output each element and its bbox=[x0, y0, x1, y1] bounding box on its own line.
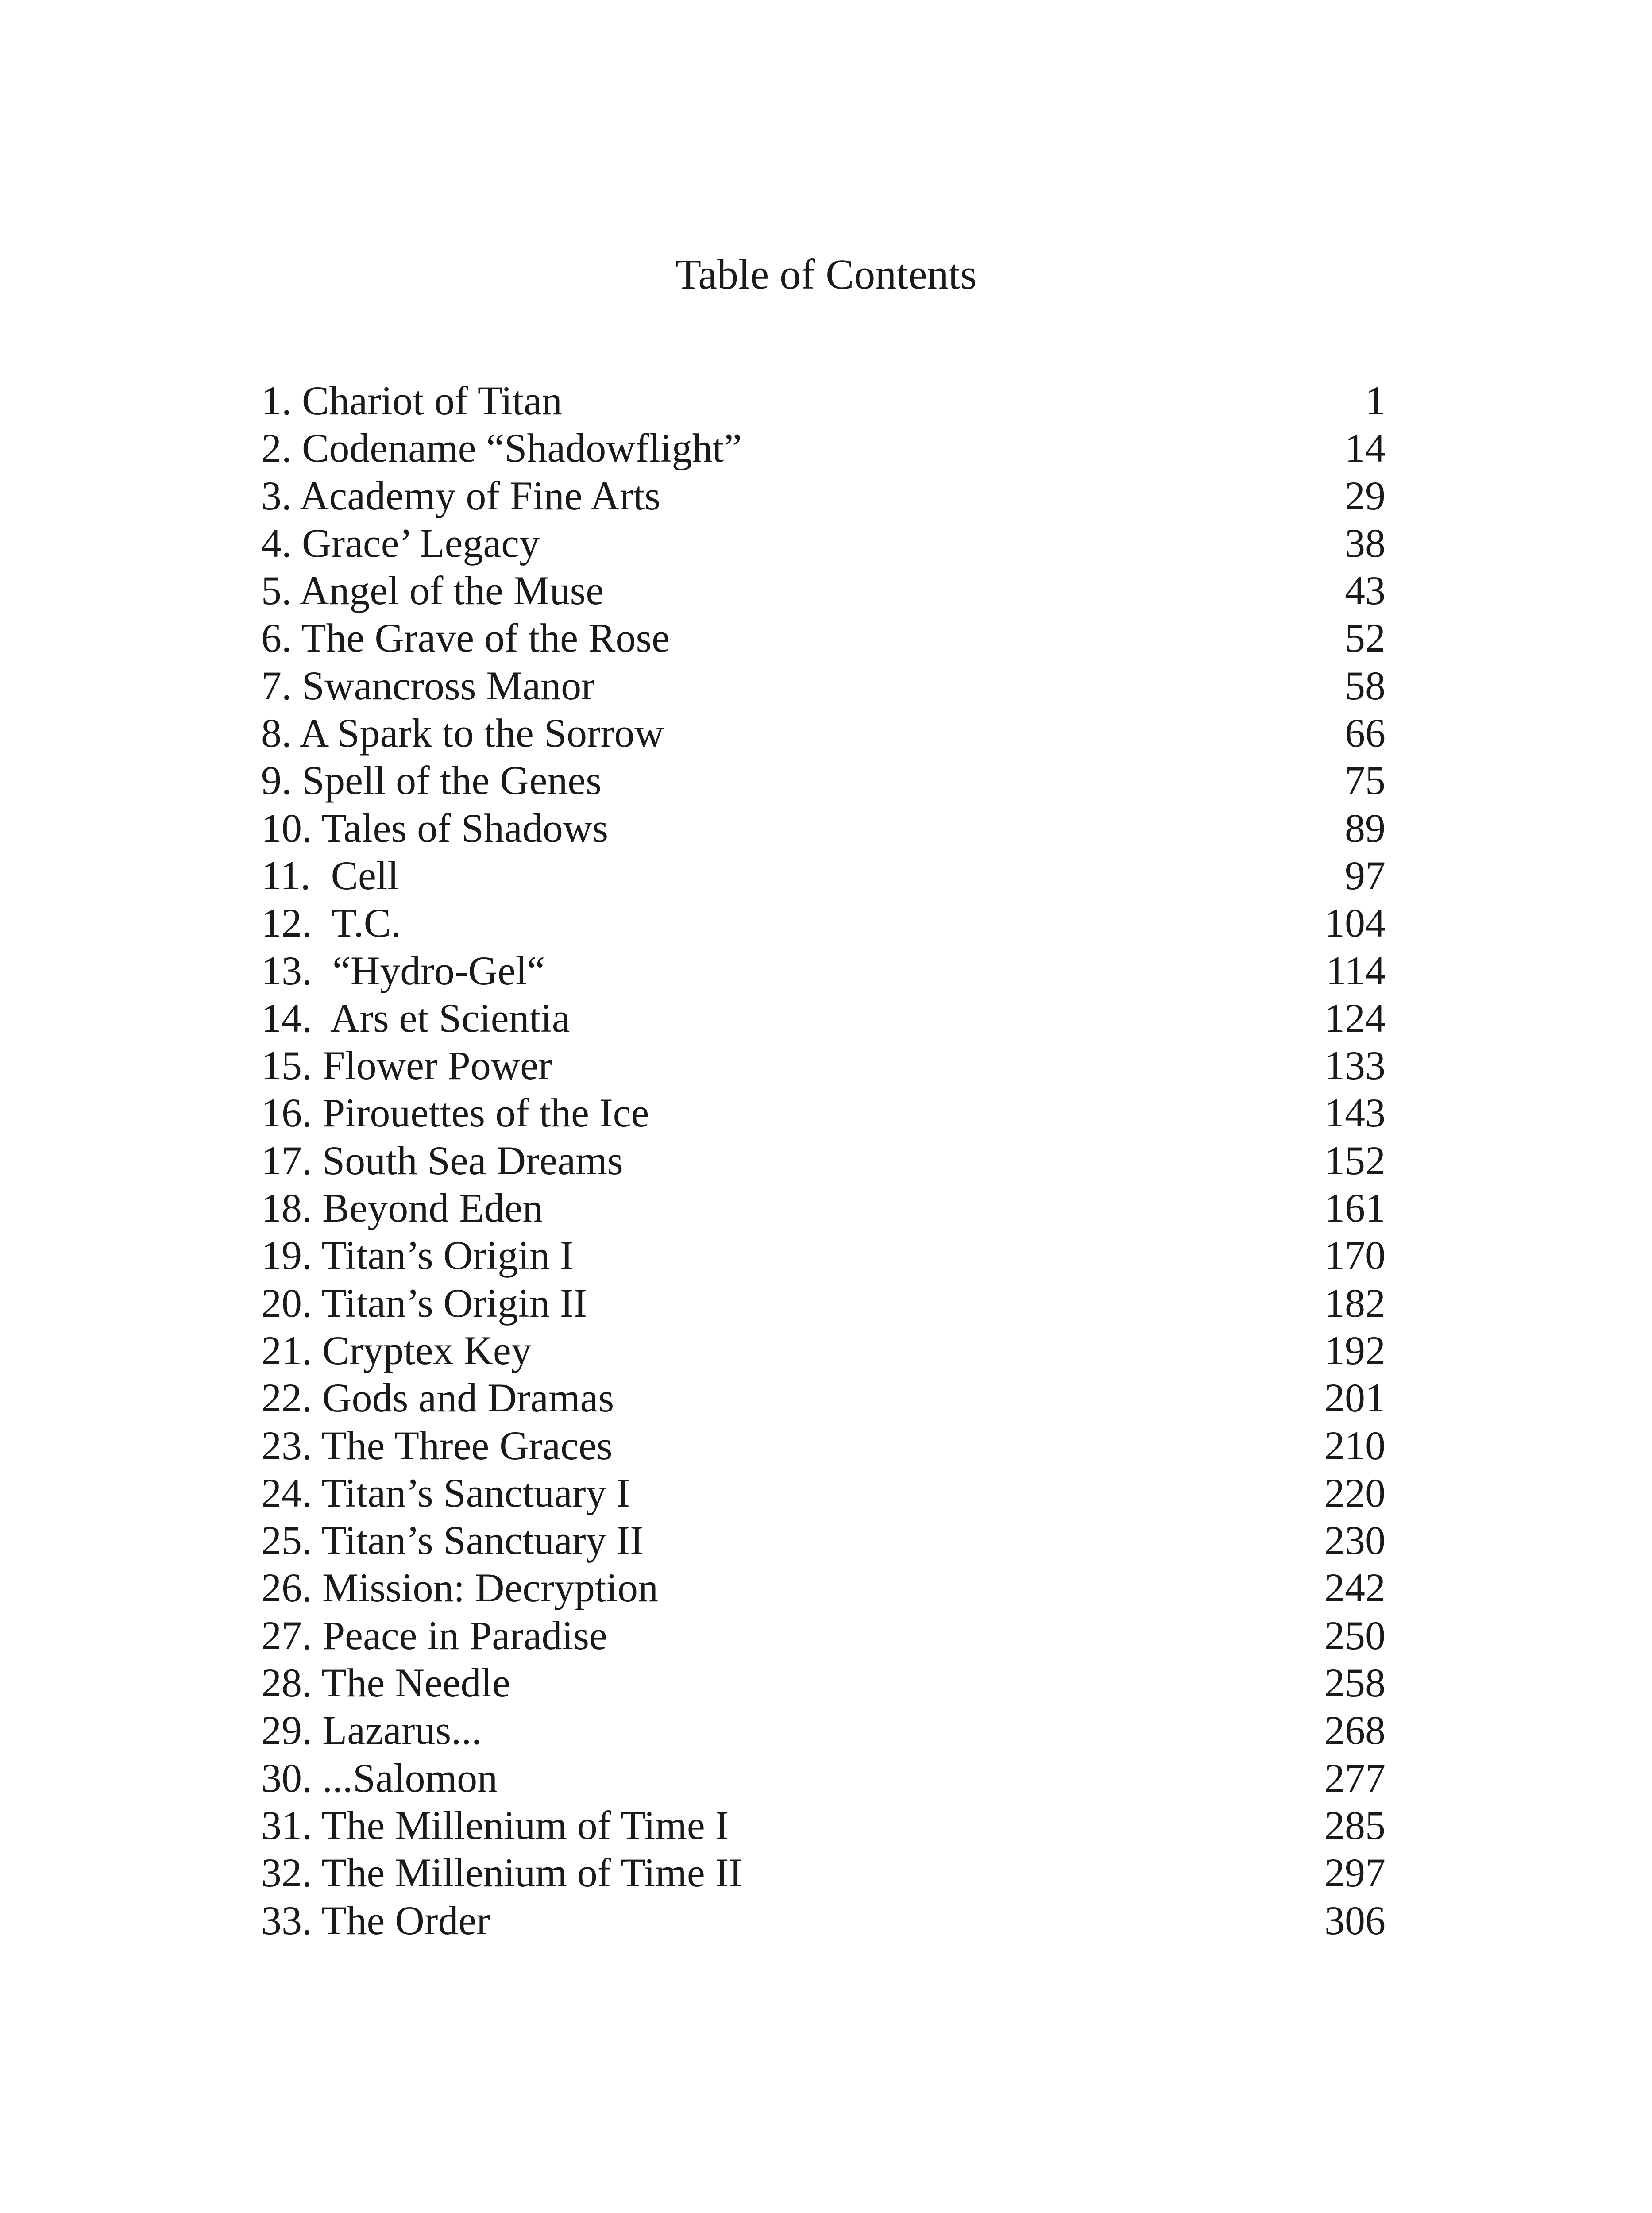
toc-entry-title: 23. The Three Graces bbox=[261, 1423, 613, 1468]
toc-entry-page-number: 104 bbox=[1324, 900, 1386, 946]
toc-entry-page-number: 297 bbox=[1324, 1850, 1386, 1896]
toc-entry-page-number: 133 bbox=[1324, 1043, 1386, 1088]
toc-entry bbox=[261, 899, 1386, 947]
toc-entry-page-number: 114 bbox=[1326, 948, 1386, 993]
toc-entry-title: 16. Pirouettes of the Ice bbox=[261, 1090, 649, 1136]
toc-entry bbox=[261, 1089, 1386, 1137]
toc-entry-page-number: 220 bbox=[1324, 1470, 1386, 1515]
toc-entry-title: 29. Lazarus... bbox=[261, 1708, 482, 1753]
toc-entry-title: 6. The Grave of the Rose bbox=[261, 615, 670, 661]
toc-entry bbox=[261, 472, 1386, 520]
toc-entry-title: 25. Titan’s Sanctuary II bbox=[261, 1518, 644, 1563]
toc-entry-title: 11. Cell bbox=[261, 852, 399, 898]
toc-entry-title: 7. Swancross Manor bbox=[261, 663, 595, 708]
toc-entry bbox=[261, 1564, 1386, 1612]
toc-entry-page-number: 230 bbox=[1324, 1518, 1386, 1563]
toc-entry bbox=[261, 1422, 1386, 1469]
toc-entry bbox=[261, 1612, 1386, 1659]
toc-entry bbox=[261, 1707, 1386, 1754]
toc-entry bbox=[261, 1897, 1386, 1944]
toc-entry bbox=[261, 377, 1386, 424]
toc-entry-title: 12. T.C. bbox=[261, 900, 401, 946]
toc-entry bbox=[261, 757, 1386, 804]
toc-entry-page-number: 285 bbox=[1324, 1802, 1386, 1848]
toc-entry-title: 8. A Spark to the Sorrow bbox=[261, 710, 664, 756]
toc-entry-page-number: 170 bbox=[1324, 1233, 1386, 1278]
toc-entry bbox=[261, 1849, 1386, 1897]
toc-entry bbox=[261, 1802, 1386, 1849]
toc-entry-page-number: 210 bbox=[1324, 1423, 1386, 1468]
toc-entry-page-number: 75 bbox=[1345, 758, 1386, 803]
toc-entry-page-number: 43 bbox=[1345, 568, 1386, 613]
toc-entry-page-number: 14 bbox=[1345, 425, 1386, 471]
toc-entry bbox=[261, 1232, 1386, 1279]
toc-entry-page-number: 89 bbox=[1345, 805, 1386, 851]
toc-entry bbox=[261, 1374, 1386, 1422]
toc-entry bbox=[261, 1137, 1386, 1184]
toc-entry bbox=[261, 567, 1386, 614]
toc-entry-title: 13. “Hydro-Gel“ bbox=[261, 948, 545, 993]
toc-entry-title: 2. Codename “Shadowflight” bbox=[261, 425, 742, 471]
toc-entry-page-number: 58 bbox=[1345, 663, 1386, 708]
toc-entry-title: 22. Gods and Dramas bbox=[261, 1375, 614, 1421]
toc-entry bbox=[261, 1184, 1386, 1232]
toc-entry-page-number: 268 bbox=[1324, 1708, 1386, 1753]
toc-entry-page-number: 1 bbox=[1365, 378, 1386, 423]
toc-entry bbox=[261, 614, 1386, 662]
toc-entry-title: 28. The Needle bbox=[261, 1660, 510, 1706]
toc-entry-page-number: 306 bbox=[1324, 1897, 1386, 1943]
toc-entry-title: 9. Spell of the Genes bbox=[261, 758, 602, 803]
toc-entry-title: 27. Peace in Paradise bbox=[261, 1612, 607, 1658]
toc-entry bbox=[261, 1754, 1386, 1802]
toc-entry-title: 33. The Order bbox=[261, 1897, 490, 1943]
toc-entry-title: 17. South Sea Dreams bbox=[261, 1137, 623, 1183]
toc-entry bbox=[261, 805, 1386, 852]
toc-entry-title: 30. ...Salomon bbox=[261, 1755, 498, 1800]
toc-entry bbox=[261, 1280, 1386, 1327]
toc-entry-page-number: 258 bbox=[1324, 1660, 1386, 1706]
toc-entry-page-number: 97 bbox=[1345, 852, 1386, 898]
toc-entry-title: 15. Flower Power bbox=[261, 1043, 552, 1088]
toc-entry bbox=[261, 1327, 1386, 1374]
toc-entry-page-number: 201 bbox=[1324, 1375, 1386, 1421]
toc-entry-title: 24. Titan’s Sanctuary I bbox=[261, 1470, 630, 1515]
toc-entry-page-number: 38 bbox=[1345, 520, 1386, 566]
toc-entry-page-number: 29 bbox=[1345, 473, 1386, 518]
toc-entry-page-number: 143 bbox=[1324, 1090, 1386, 1136]
toc-entry bbox=[261, 1042, 1386, 1089]
toc-entry-title: 5. Angel of the Muse bbox=[261, 568, 604, 613]
toc-entry-title: 4. Grace’ Legacy bbox=[261, 520, 540, 566]
toc-entry-page-number: 192 bbox=[1324, 1327, 1386, 1373]
toc-entry-title: 1. Chariot of Titan bbox=[261, 378, 562, 423]
toc-entry bbox=[261, 947, 1386, 995]
toc-entry-page-number: 242 bbox=[1324, 1565, 1386, 1611]
toc-entry-title: 10. Tales of Shadows bbox=[261, 805, 609, 851]
toc-entry-page-number: 52 bbox=[1345, 615, 1386, 661]
toc-entry bbox=[261, 424, 1386, 472]
toc-entry-page-number: 277 bbox=[1324, 1755, 1386, 1800]
toc-entry-page-number: 152 bbox=[1324, 1137, 1386, 1183]
toc-entry-page-number: 161 bbox=[1324, 1185, 1386, 1231]
toc-entry bbox=[261, 852, 1386, 899]
toc-entry bbox=[261, 1659, 1386, 1707]
toc-entry bbox=[261, 662, 1386, 709]
toc-entry bbox=[261, 995, 1386, 1042]
toc-entry-page-number: 250 bbox=[1324, 1612, 1386, 1658]
toc-entry bbox=[261, 709, 1386, 757]
toc-entry-page-number: 66 bbox=[1345, 710, 1386, 756]
toc-list bbox=[261, 377, 1386, 1944]
toc-entry-title: 32. The Millenium of Time II bbox=[261, 1850, 742, 1896]
toc-entry-title: 14. Ars et Scientia bbox=[261, 995, 570, 1041]
toc-entry-page-number: 182 bbox=[1324, 1280, 1386, 1326]
toc-entry bbox=[261, 520, 1386, 567]
toc-entry-title: 3. Academy of Fine Arts bbox=[261, 473, 660, 518]
toc-entry-title: 20. Titan’s Origin II bbox=[261, 1280, 587, 1326]
toc-entry bbox=[261, 1517, 1386, 1564]
toc-entry-title: 21. Cryptex Key bbox=[261, 1327, 532, 1373]
toc-entry-title: 18. Beyond Eden bbox=[261, 1185, 543, 1231]
toc-entry-title: 26. Mission: Decryption bbox=[261, 1565, 658, 1611]
toc-entry-title: 19. Titan’s Origin I bbox=[261, 1233, 574, 1278]
page-title: Table of Contents bbox=[675, 251, 977, 298]
toc-entry bbox=[261, 1469, 1386, 1517]
toc-entry-title: 31. The Millenium of Time I bbox=[261, 1802, 729, 1848]
toc-entry-page-number: 124 bbox=[1324, 995, 1386, 1041]
